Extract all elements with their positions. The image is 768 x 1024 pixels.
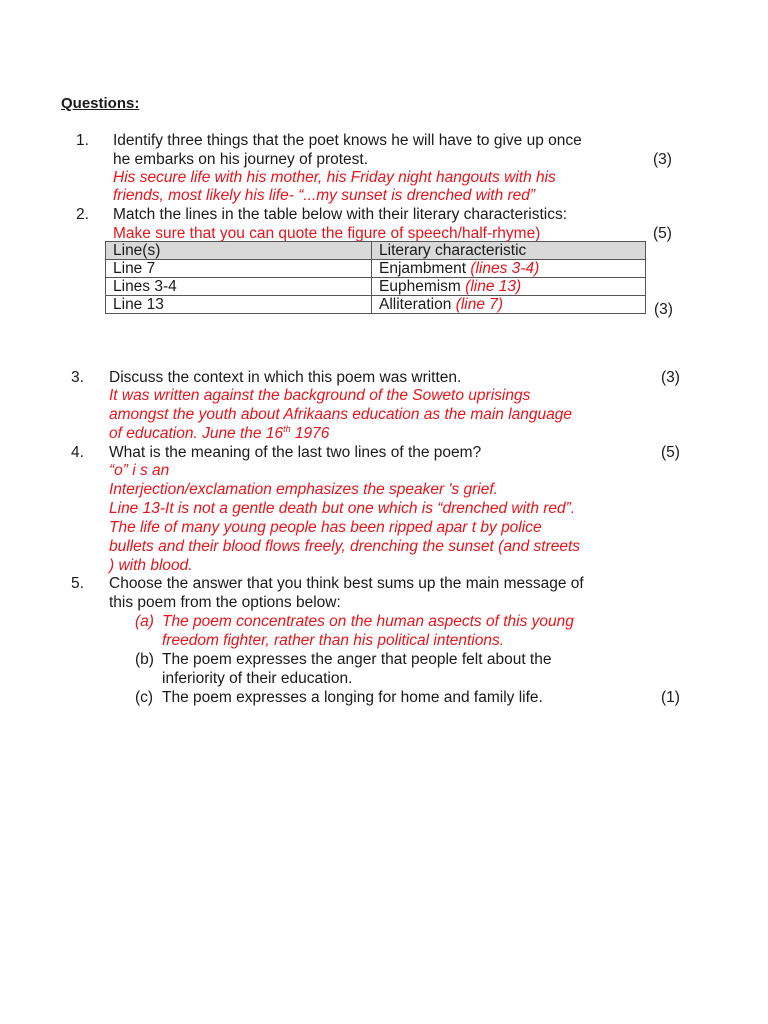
question-5-text-line2: this poem from the options below:	[109, 594, 341, 611]
question-1-number: 1.	[76, 132, 89, 149]
question-4-answer-line5: bullets and their blood flows freely, drenching the sunset (and streets	[109, 538, 581, 555]
question-2-table-marks: (3)	[654, 301, 673, 318]
question-2-text-line1: Match the lines in the table below with their literary characteristics:	[113, 206, 568, 223]
characteristic-text: Euphemism	[379, 278, 461, 295]
table-header-row	[106, 242, 646, 260]
table-cell-line: Line 13	[106, 296, 372, 314]
option-c-label: (c)	[135, 689, 154, 706]
table-header-lines: Line(s)	[106, 242, 372, 260]
table-cell-characteristic	[372, 260, 646, 278]
question-1-answer-line2: friends, most likely his life- “...my sunset is drenched with red”	[113, 187, 536, 204]
question-5-number: 5.	[71, 575, 84, 592]
characteristic-text: Alliteration	[379, 296, 452, 313]
question-4-marks: (5)	[661, 444, 680, 461]
option-b-line2: inferiority of their education.	[162, 670, 353, 687]
table-row	[106, 260, 646, 278]
option-b-line1: The poem expresses the anger that people felt about the	[162, 651, 552, 668]
characteristic-answer: (line 7)	[455, 296, 504, 313]
question-2-note: Make sure that you can quote the figure of speech/half-rhyme)	[113, 225, 541, 242]
question-5-text-line1: Choose the answer that you think best sums up the main message of	[109, 575, 584, 592]
questions-heading: Questions:	[61, 95, 140, 112]
characteristic-answer: (line 13)	[465, 278, 522, 295]
option-a-line1: The poem concentrates on the human aspects of this young	[162, 613, 574, 630]
question-4-answer-line4: The life of many young people has been ripped apar t by police	[109, 519, 542, 536]
question-3-answer-line1: It was written against the background of the Soweto uprisings	[109, 387, 531, 404]
characteristic-answer: (lines 3-4)	[470, 260, 540, 277]
question-1-text-line1: Identify three things that the poet knows he will have to give up once	[113, 132, 582, 149]
answer-date-text: of education. June the 16	[109, 425, 284, 442]
option-b-label: (b)	[135, 651, 154, 668]
table-cell-line: Line 7	[106, 260, 372, 278]
question-3-answer-line3	[109, 424, 329, 443]
option-a-line2: freedom fighter, rather than his political intentions.	[162, 632, 505, 649]
question-1-answer-line1: His secure life with his mother, his Friday night hangouts with his	[113, 169, 556, 186]
question-2-number: 2.	[76, 206, 89, 223]
question-1-text-line2: he embarks on his journey of protest.	[113, 151, 369, 168]
question-5-marks: (1)	[661, 689, 680, 706]
question-4-answer-line6: ) with blood.	[109, 557, 193, 574]
ordinal-superscript: th	[283, 423, 291, 434]
table-header-characteristic: Literary characteristic	[372, 242, 646, 260]
question-1-marks: (3)	[653, 151, 672, 168]
question-4-answer-line1: “o” i s an	[109, 462, 170, 479]
question-4-text-line1: What is the meaning of the last two lines of the poem?	[109, 444, 482, 461]
option-c-line1: The poem expresses a longing for home and family life.	[162, 689, 543, 706]
question-4-number: 4.	[71, 444, 84, 461]
table-row	[106, 296, 646, 314]
question-3-number: 3.	[71, 369, 84, 386]
table-row	[106, 278, 646, 296]
literary-characteristics-table	[105, 241, 646, 314]
table-cell-characteristic	[372, 278, 646, 296]
question-4-answer-line3: Line 13-It is not a gentle death but one which is “drenched with red”.	[109, 500, 576, 517]
question-4-answer-line2: Interjection/exclamation emphasizes the speaker 's grief.	[109, 481, 498, 498]
option-a-label: (a)	[135, 613, 154, 630]
question-3-answer-line2: amongst the youth about Afrikaans education as the main language	[109, 406, 573, 423]
question-3-text-line1: Discuss the context in which this poem was written.	[109, 369, 462, 386]
question-2-marks: (5)	[653, 225, 672, 242]
answer-year: 1976	[290, 425, 330, 442]
table-cell-characteristic	[372, 296, 646, 314]
question-3-marks: (3)	[661, 369, 680, 386]
table-cell-line: Lines 3-4	[106, 278, 372, 296]
characteristic-text: Enjambment	[379, 260, 467, 277]
